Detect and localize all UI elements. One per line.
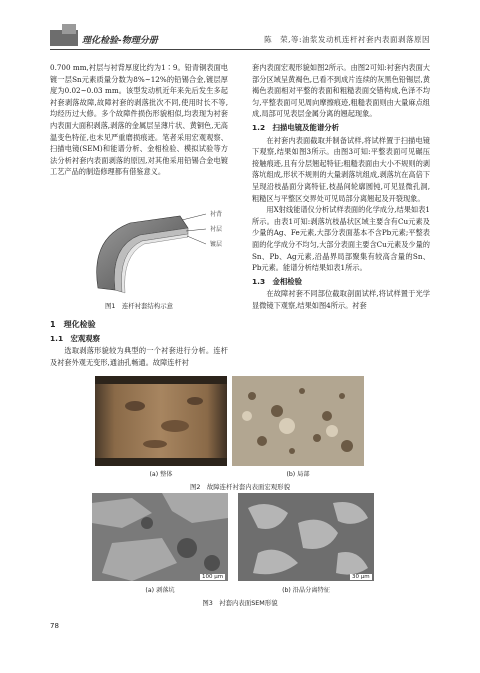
paragraph: 选取剥落形貌较为典型的一个衬套进行分析。连杆及衬套外观无变形,通油孔畅通。故障连杆衬: [50, 346, 228, 367]
sem-image-intergranular: [238, 493, 374, 581]
macro-photo-local: [232, 376, 364, 466]
figure-3-caption: 图3 衬套内表面SEM形貌: [202, 599, 278, 607]
paragraph: 在故障衬套不同部位截取剖面试样,将试样置于光学显微镜下观察,结果如图4所示。衬套: [252, 289, 430, 310]
header-divider: [50, 49, 430, 50]
sem-image-spall-pit: [92, 493, 228, 581]
subsection-heading: 1.1 宏观观察: [50, 333, 101, 343]
section-heading: 1 理化检验: [50, 320, 96, 329]
figure-1-caption: 图1 连杆衬套结构示意: [105, 302, 173, 310]
figure-2a-caption: (a) 整体: [149, 471, 173, 478]
running-title: 陈 荣,等:油浆发动机连杆衬套内表面剥落原因: [264, 35, 430, 44]
page-number: 78: [50, 622, 59, 630]
figure-2b-caption: (b) 局部: [286, 471, 310, 478]
paragraph: 套内表面宏观形貌如图2所示。由图2可知:衬套内表面大部分区域呈黄褐色,已看不到成片连续的灰黑色铅锡层,黄褐色表面相对平整的表面和粗糙表面交错构成,色泽不均匀,平整表面可见周向摩擦痕迹,粗糙表面则由大量麻点组成,局部可见表层金属分离的翘起现象。: [252, 63, 430, 119]
journal-logo-accent: [62, 24, 76, 34]
macro-photo-overall: [95, 376, 227, 466]
paragraph: 0.700 mm,衬层与衬背厚度比约为1∶9。铅青铜表面电镀一层Sn元素质量分数为8%~12%的铅锡合金,镀层厚度为0.02~0.03 mm。该型发动机近年来先后发生多起衬套剥落故障,故障衬套的剥落批次不同,使用时长不等,均经历过大修。多个故障件损伤形貌相似,均表现为衬套内表面大面积剥落,剥落的金属层呈薄片状、黄铜色,无高温变色特征,也未见严重磨损痕迹。笔者采用宏观观察、扫描电镜(SEM)和能谱分析、金相检验、模拟试验等方法分析衬套内表面剥落的原因,对其他采用铅锡合金电镀工艺产品的制造修理都有借鉴意义。: [50, 63, 228, 177]
figure-3b-caption: (b) 沿晶分离特征: [282, 587, 330, 594]
paragraph: 用X射线能谱仪分析试样表面的化学成分,结果如表1所示。由表1可知:剥落坑枝晶状区域主要含有Cu元素及少量的Ag、Fe元素,大部分表面基本不含Pb元素;平整表面的化学成分不均匀,大部分表面主要含Cu元素及少量的Sn、Pb、Ag元素,沿晶界局部聚集有较高含量的Sn、Pb元素。能谱分析结果如表1所示。: [252, 205, 430, 273]
subsection-heading: 1.3 金相检验: [252, 276, 303, 286]
journal-name: 理化检验-物理分册: [82, 36, 158, 46]
leader-line: [182, 214, 206, 220]
left-column-bottom: [50, 316, 228, 368]
figure-2-caption: 图2 故障连杆衬套内表面宏观形貌: [190, 483, 290, 491]
bushing-structure-figure: [70, 198, 223, 298]
label-lining: 衬层: [210, 226, 223, 233]
leader-line: [187, 236, 206, 244]
figure-3a-caption: (a) 剥落坑: [145, 587, 175, 594]
label-plating: 镀层: [210, 241, 223, 248]
scale-bar-100um: 100 μm: [202, 574, 224, 580]
paragraph: 在衬套内表面截取并制备试样,将试样置于扫描电镜下观察,结果如图3所示。由图3可知:平整表面可见碾压接触痕迹,且有分层翘起特征;粗糙表面由大小不规则的剥落坑组成,形状不规则的大量剥落坑组成,剥落坑在高倍下呈现沿枝晶面分离特征,枝晶间轮廓圆钝,可见显微孔洞,粗糙区与平整区交界处可见局部分离翘起及开裂现象。: [252, 135, 430, 203]
subsection-heading: 1.2 扫描电镜及能谱分析: [252, 122, 339, 132]
label-backing: 衬背: [210, 211, 223, 218]
right-column: [252, 62, 430, 311]
page-header: [0, 0, 480, 48]
leader-line: [186, 229, 206, 231]
left-column-top: [50, 62, 228, 178]
scale-bar-30um: 30 μm: [352, 574, 370, 580]
